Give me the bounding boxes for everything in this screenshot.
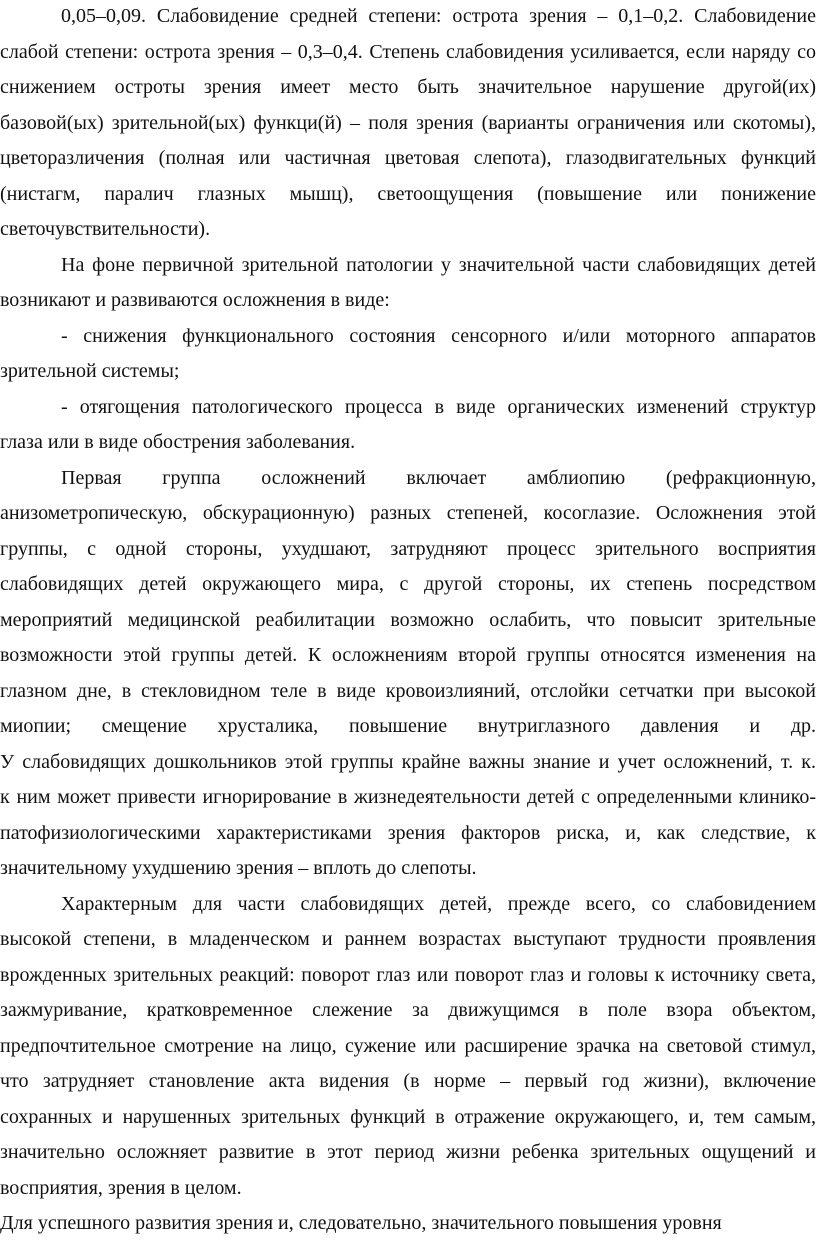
list-item-line: зрительной системы; [0,360,180,382]
text-line: предпочтительное смотрение на лицо, сужение или расширение зрачка на световой стимул, [0,1035,816,1057]
text-line: зажмуривание, кратковременное слежение за движущимся в поле взора объектом, [0,999,816,1021]
text-line: светочувствительности). [0,218,211,240]
text-line: 0,05–0,09. Слабовидение средней степени: острота зрения – 0,1–0,2. Слабовидение [61,5,816,27]
list-item-line: - снижения функционального состояния сенсорного и/или моторного аппаратов [61,325,816,347]
text-line: (нистагм, паралич глазных мышц), светоощущения (повышение или понижение [0,183,816,205]
text-line: патофизиологическими характеристиками зрения факторов риска, и, как следствие, к [0,822,816,844]
text-line: значительному ухудшению зрения – вплоть до слепоты. [0,857,477,879]
text-line: миопии; смещение хрусталика, повышение внутриглазного давления и др. [0,715,816,737]
text-line: значительно осложняет развитие в этот период жизни ребенка зрительных ощущений и [0,1141,816,1163]
text-line: слабовидящих детей окружающего мира, с другой стороны, их степень посредством [0,573,816,595]
text-line: что затрудняет становление акта видения (в норме – первый год жизни), включение [0,1070,816,1092]
list-item-line: - отягощения патологического процесса в виде органических изменений структур [61,396,816,418]
text-line: цветоразличения (полная или частичная цветовая слепота), глазодвигательных функций [0,147,816,169]
text-line: слабой степени: острота зрения – 0,3–0,4. Степень слабовидения усиливается, если наряду со [0,41,816,63]
text-line: к ним может привести игнорирование в жизнедеятельности детей с определенными клинико- [0,786,816,808]
text-line: группы, с одной стороны, ухудшают, затрудняют процесс зрительного восприятия [0,538,816,560]
text-line: возможности этой группы детей. К осложнениям второй группы относятся изменения на [0,644,816,666]
text-line: снижением остроты зрения имеет место быть значительное нарушение другой(их) [0,76,816,98]
text-line: У слабовидящих дошкольников этой группы крайне важны знание и учет осложнений, т. к. [0,751,816,773]
text-line: сохранных и нарушенных зрительных функций в отражение окружающего, и, тем самым, [0,1106,816,1128]
text-line: Первая группа осложнений включает амблиопию (рефракционную, [61,467,816,489]
text-line: восприятия, зрения в целом. [0,1177,242,1199]
list-item-line: глаза или в виде обострения заболевания. [0,431,356,453]
text-line: анизометропическую, обскурационную) разных степеней, косоглазие. Осложнения этой [0,502,816,524]
text-line: На фоне первичной зрительной патологии у значительной части слабовидящих детей [61,254,816,276]
text-line: Характерным для части слабовидящих детей, прежде всего, со слабовидением [61,893,816,915]
text-line: врожденных зрительных реакций: поворот глаз или поворот глаз и головы к источнику света, [0,964,816,986]
text-line: глазном дне, в стекловидном теле в виде кровоизлияний, отслойки сетчатки при высокой [0,680,816,702]
text-line: мероприятий медицинской реабилитации возможно ослабить, что повысит зрительные [0,609,816,631]
text-line: Для успешного развития зрения и, следовательно, значительного повышения уровня [0,1212,722,1234]
text-line: возникают и развиваются осложнения в виде: [0,289,390,311]
text-line: базовой(ых) зрительной(ых) функци(й) – поля зрения (варианты ограничения или скотомы), [0,112,816,134]
text-line: высокой степени, в младенческом и раннем возрастах выступают трудности проявления [0,928,816,950]
